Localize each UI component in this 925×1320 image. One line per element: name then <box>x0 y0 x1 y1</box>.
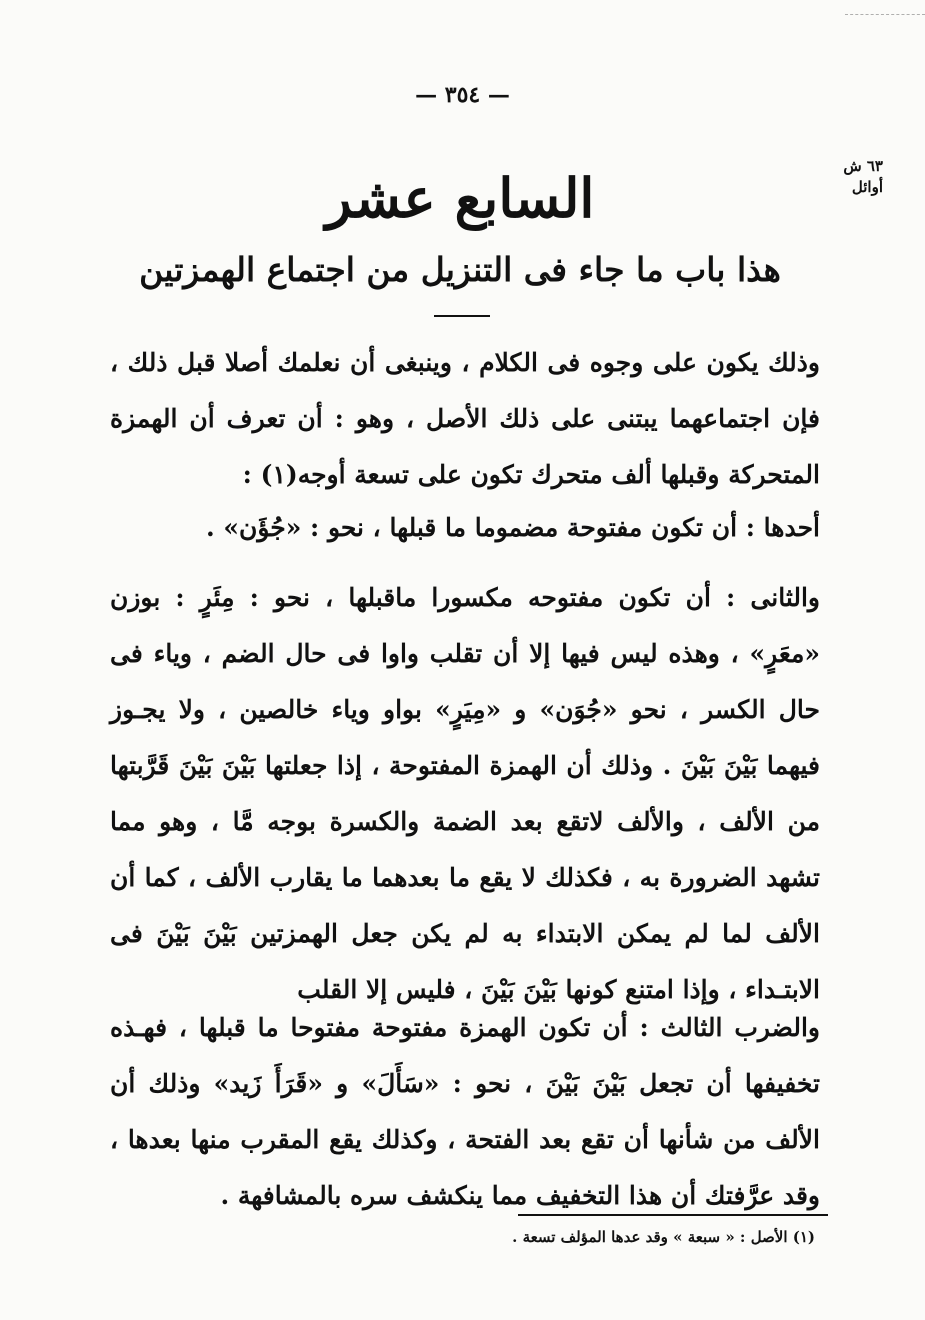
paragraph-1: وذلك يكون على وجوه فى الكلام ، وينبغى أن نعلمك أصلا قبل ذلك ، فإن اجتماعهما يبتنى على ذلك الأصل ، وهو : أن تعرف أن الهمزة المتحركة وقبلها ألف متحرك تكون على تسعة أوجه(١) : <box>110 348 820 489</box>
margin-note <box>813 156 883 198</box>
paragraph-4: والضرب الثالث : أن تكون الهمزة مفتوحة مفتوحا ما قبلها ، فهـذه تخفيفها أن تجعل بَيْنَ بَيْنَ ، نحو : «سَأَلَ» و «قَرَأَ زَيد» وذلك أن الألف من شأنها أن تقع بعد الفتحة ، وكذلك يقع المقرب منها بعدها ، وقد عرَّفتك أن هذا التخفيف مما ينكشف سره بالمشافهة . <box>110 1013 820 1210</box>
paragraph-2-block <box>110 500 820 556</box>
paragraph-1-block <box>110 335 820 503</box>
scan-corner-mark <box>845 14 925 25</box>
margin-note-line-2: أوائل <box>851 178 883 196</box>
title-divider <box>434 315 490 317</box>
paragraph-3: والثانى : أن تكون مفتوحه مكسورا ماقبلها ، نحو : مِئَرٍ : بوزن «معَرٍ» ، وهذه ليس فيها إلا أن تقلب واوا فى حال الضم ، وياء فى حال الكسر ، نحو «جُوَن» و «مِيَرٍ» بواو وياء خالصين ، ولا يجـوز فيهما بَيْنَ بَيْنَ . وذلك أن الهمزة المفتوحة ، إذا جعلتها بَيْنَ بَيْنَ قَرَّبتها من الألف ، والألف لاتقع بعد الضمة والكسرة بوجه مَّا ، وهو مما تشهد الضرورة به ، فكذلك لا يقع ما بعدهما ما يقارب الألف ، كما أن الألف لما لم يمكن الابتداء به لم يكن جعل الهمزتين بَيْنَ بَيْنَ فى الابتـداء ، وإذا امتنع كونها بَيْنَ بَيْنَ ، فليس إلا القلب <box>110 583 820 1004</box>
margin-note-line-1: ٦٣ ش <box>843 157 883 175</box>
chapter-title: السابع عشر <box>325 166 595 230</box>
paragraph-2: أحدها : أن تكون مفتوحة مضموما ما قبلها ، نحو : «جُؤَن» . <box>205 513 820 542</box>
paragraph-4-block <box>110 1000 820 1224</box>
footnote-divider <box>518 1214 828 1216</box>
paragraph-3-block <box>110 570 820 1018</box>
chapter-subtitle: هذا باب ما جاء فى التنزيل من اجتماع الهمزتين <box>139 250 781 289</box>
page-number: — ٣٥٤ — <box>415 82 510 108</box>
footnote: (١) الأصل : « سبعة » وقد عدها المؤلف تسعة . <box>512 1228 815 1246</box>
